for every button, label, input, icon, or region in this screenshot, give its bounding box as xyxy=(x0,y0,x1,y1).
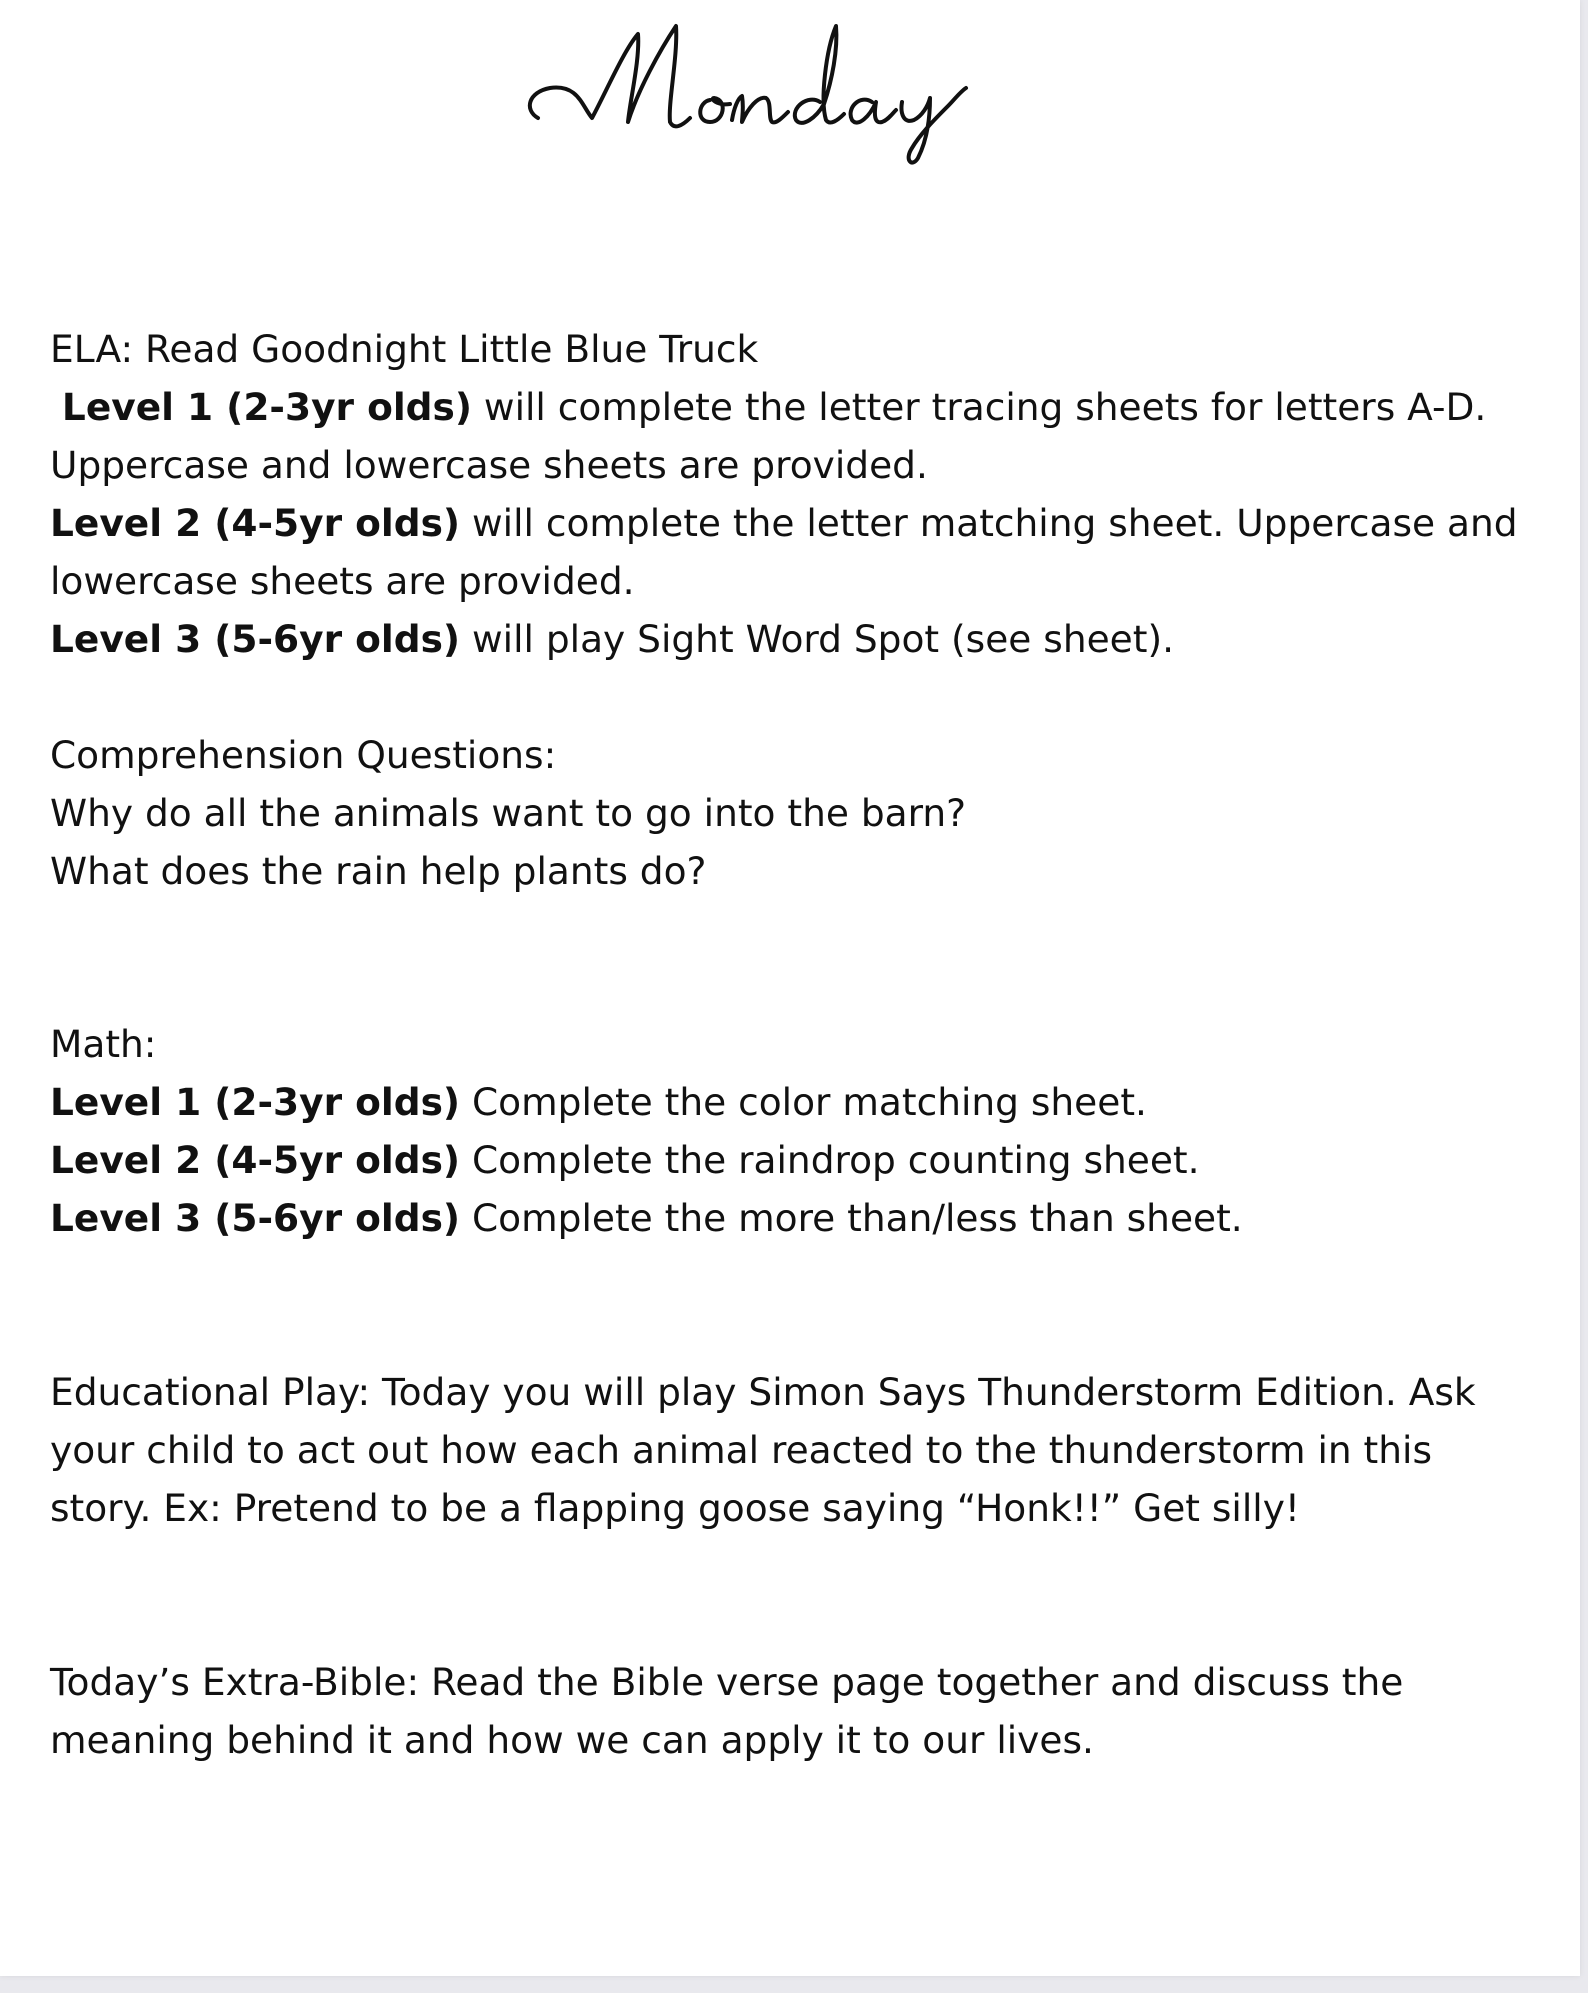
extra-bible-line: Today’s Extra-Bible: Read the Bible verse page together and discuss the xyxy=(50,1660,1404,1704)
educational-play-line: story. Ex: Pretend to be a flapping goose saying “Honk!!” Get silly! xyxy=(50,1486,1300,1530)
ela-level-2-continued: lowercase sheets are provided. xyxy=(50,559,635,603)
math-level-1-label: Level 1 (2-3yr olds) xyxy=(50,1080,461,1124)
extra-bible-line: meaning behind it and how we can apply it to our lives. xyxy=(50,1718,1094,1762)
comprehension-question: Why do all the animals want to go into the barn? xyxy=(50,791,967,835)
math-level-3-label: Level 3 (5-6yr olds) xyxy=(50,1196,461,1240)
educational-play-line: your child to act out how each animal reacted to the thunderstorm in this xyxy=(50,1428,1432,1472)
page-title xyxy=(0,10,1580,180)
math-level-2-text: Complete the raindrop counting sheet. xyxy=(460,1138,1200,1182)
ela-level-3-text: will play Sight Word Spot (see sheet). xyxy=(460,617,1174,661)
math-level-1-text: Complete the color matching sheet. xyxy=(460,1080,1147,1124)
math-level-1 xyxy=(50,1073,1550,1131)
lesson-content xyxy=(50,320,1550,1769)
ela-level-2 xyxy=(50,494,1550,552)
monday-script-title xyxy=(520,10,1060,180)
comprehension-question: What does the rain help plants do? xyxy=(50,849,707,893)
ela-level-1-text: will complete the letter tracing sheets for letters A-D. xyxy=(472,385,1487,429)
ela-level-1 xyxy=(50,378,1550,436)
ela-heading: ELA: Read Goodnight Little Blue Truck xyxy=(50,327,759,371)
ela-level-3-label: Level 3 (5-6yr olds) xyxy=(50,617,461,661)
math-level-2 xyxy=(50,1131,1550,1189)
ela-level-1-label: Level 1 (2-3yr olds) xyxy=(61,385,472,429)
ela-level-2-label: Level 2 (4-5yr olds) xyxy=(50,501,461,545)
math-heading: Math: xyxy=(50,1022,157,1066)
ela-level-3 xyxy=(50,610,1550,668)
math-level-3-text: Complete the more than/less than sheet. xyxy=(460,1196,1243,1240)
math-level-3 xyxy=(50,1189,1550,1247)
math-level-2-label: Level 2 (4-5yr olds) xyxy=(50,1138,461,1182)
comprehension-heading: Comprehension Questions: xyxy=(50,733,557,777)
educational-play-line: Educational Play: Today you will play Simon Says Thunderstorm Edition. Ask xyxy=(50,1370,1476,1414)
ela-level-1-continued: Uppercase and lowercase sheets are provided. xyxy=(50,443,928,487)
ela-level-2-text: will complete the letter matching sheet. Uppercase and xyxy=(460,501,1518,545)
